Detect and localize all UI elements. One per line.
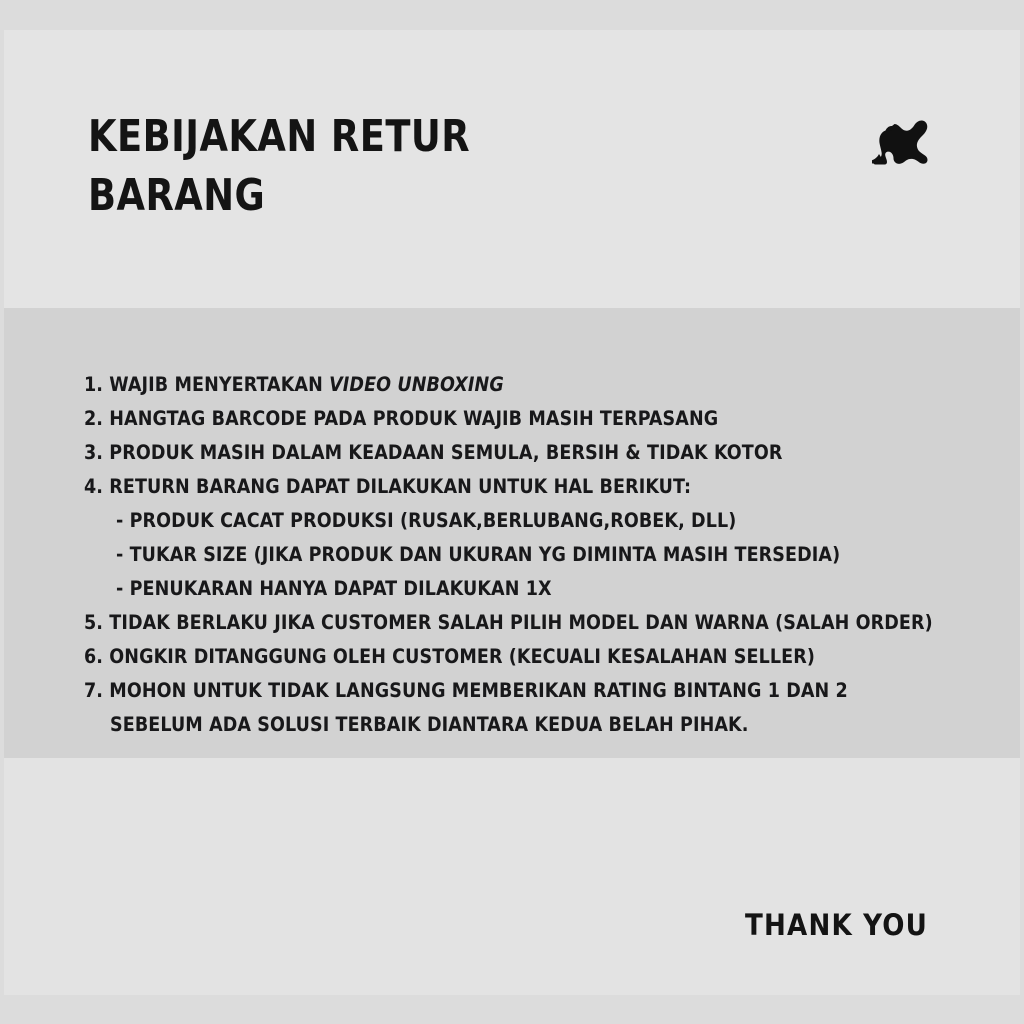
list-item: - TUKAR SIZE (JIKA PRODUK DAN UKURAN YG DIMINTA MASIH TERSEDIA) xyxy=(116,543,841,566)
list-item: 1. WAJIB MENYERTAKAN VIDEO UNBOXING xyxy=(84,373,504,396)
footer-band xyxy=(4,758,1020,995)
list-item: 2. HANGTAG BARCODE PADA PRODUK WAJIB MASIH TERPASANG xyxy=(84,407,719,430)
list-item-continuation: SEBELUM ADA SOLUSI TERBAIK DIANTARA KEDUA BELAH PIHAK. xyxy=(110,713,749,736)
thank-you-text: THANK YOU xyxy=(745,908,928,942)
list-item: 7. MOHON UNTUK TIDAK LANGSUNG MEMBERIKAN RATING BINTANG 1 DAN 2 xyxy=(84,679,848,702)
list-item: 4. RETURN BARANG DAPAT DILAKUKAN UNTUK HAL BERIKUT: xyxy=(84,475,692,498)
list-item: - PENUKARAN HANYA DAPAT DILAKUKAN 1X xyxy=(116,577,552,600)
gorilla-logo-icon xyxy=(872,118,936,170)
policy-card xyxy=(4,30,1020,995)
list-item: 5. TIDAK BERLAKU JIKA CUSTOMER SALAH PILIH MODEL DAN WARNA (SALAH ORDER) xyxy=(84,611,933,634)
page-title-line-1: KEBIJAKAN RETUR xyxy=(88,111,471,162)
policy-list xyxy=(84,368,964,742)
page-title xyxy=(88,108,683,226)
policy-body-band xyxy=(4,308,1020,758)
list-item: 3. PRODUK MASIH DALAM KEADAAN SEMULA, BERSIH & TIDAK KOTOR xyxy=(84,441,783,464)
list-item: 6. ONGKIR DITANGGUNG OLEH CUSTOMER (KECUALI KESALAHAN SELLER) xyxy=(84,645,815,668)
list-item-emphasis: VIDEO UNBOXING xyxy=(329,373,504,396)
list-item: - PRODUK CACAT PRODUKSI (RUSAK,BERLUBANG,ROBEK, DLL) xyxy=(116,509,737,532)
page-title-line-2: BARANG xyxy=(88,169,266,221)
header-band xyxy=(4,30,1020,308)
